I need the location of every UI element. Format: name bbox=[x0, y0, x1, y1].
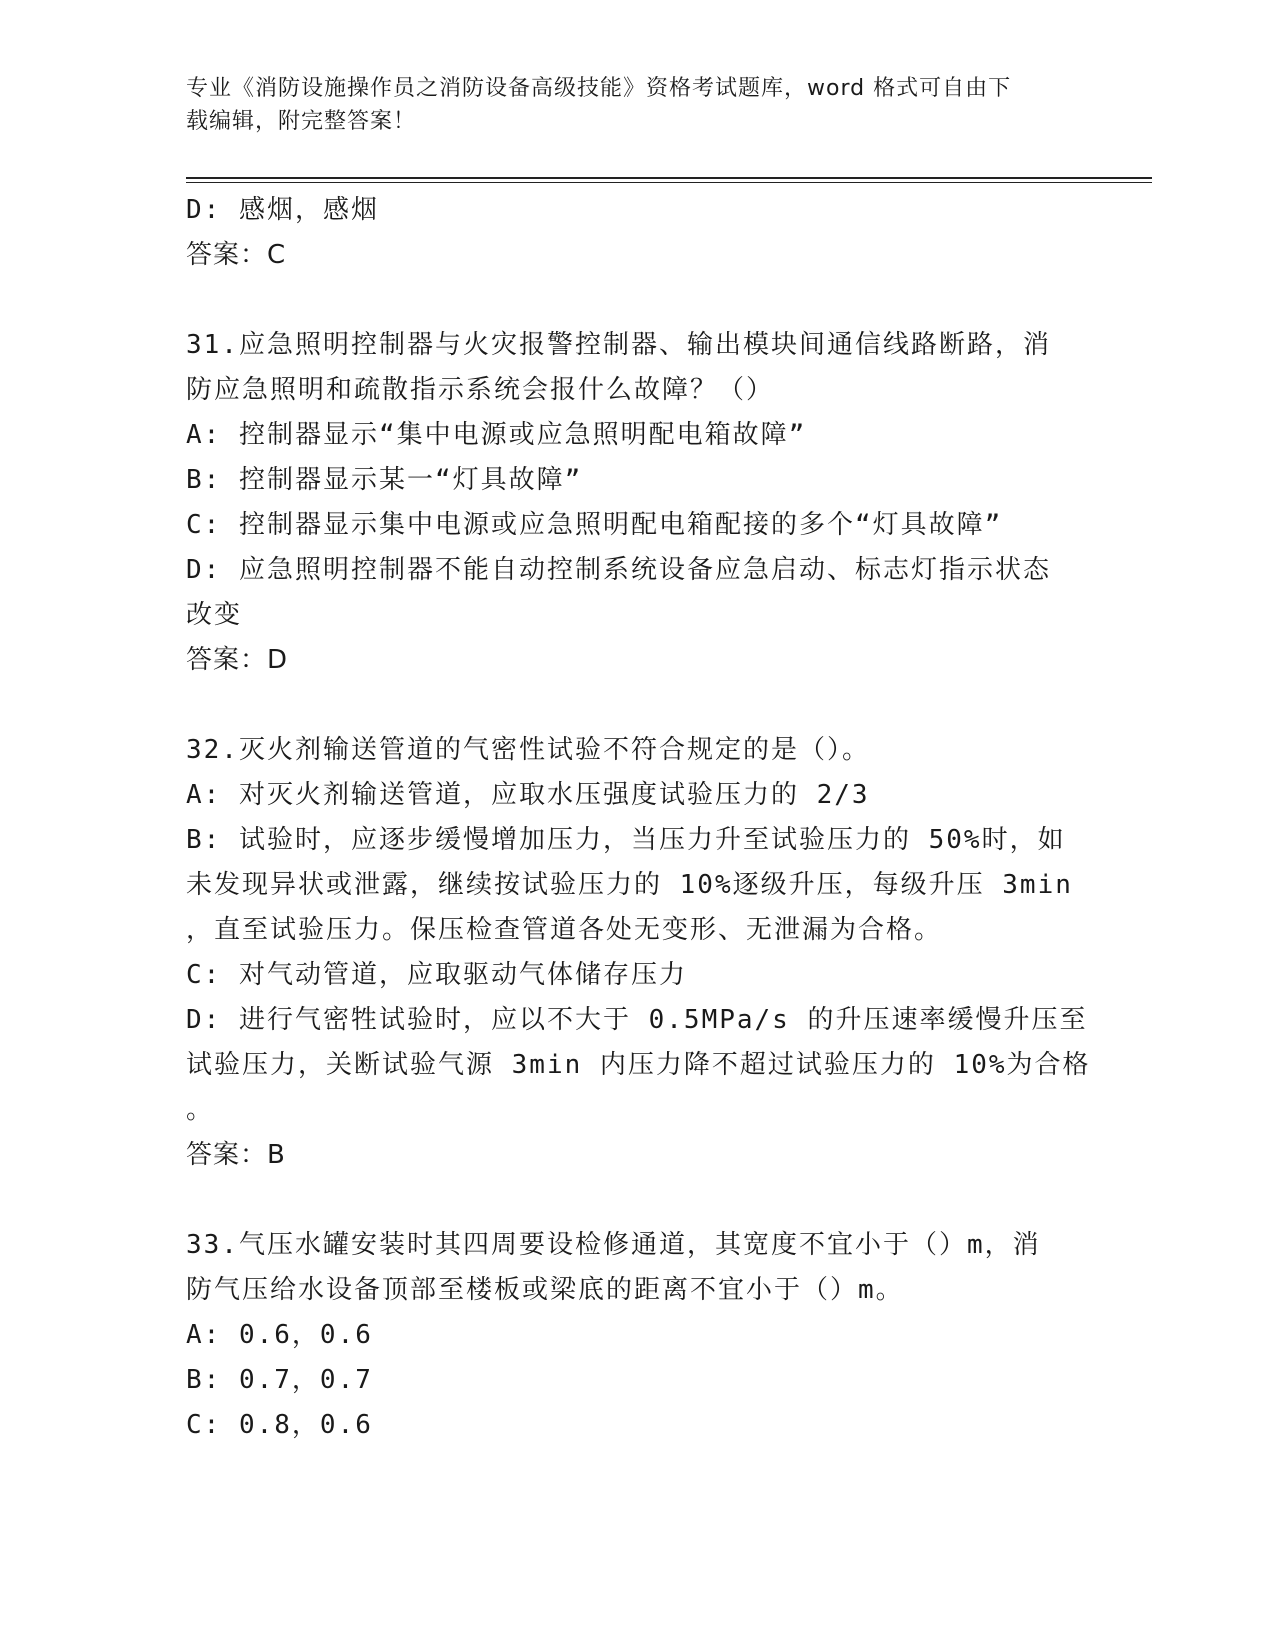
question-block-33 bbox=[186, 1223, 1076, 1448]
question-stem: 32.灭火剂输送管道的气密性试验不符合规定的是（）。 bbox=[186, 735, 870, 765]
option-d: 试验压力，关断试验气源 3min 内压力降不超过试验压力的 10%为合格 bbox=[186, 1050, 1091, 1080]
question-stem: 33.气压水罐安装时其四周要设检修通道，其宽度不宜小于（）m，消 bbox=[186, 1230, 1041, 1260]
option-c: C: 对气动管道，应取驱动气体储存压力 bbox=[186, 960, 687, 990]
option-b: B: 控制器显示某一“灯具故障” bbox=[186, 465, 583, 495]
question-block-previous bbox=[186, 188, 1076, 278]
option-b: B: 0.7，0.7 bbox=[186, 1365, 373, 1395]
header-divider-thick bbox=[186, 177, 1152, 179]
option-d: 。 bbox=[186, 1095, 215, 1125]
header-line-1: 专业《消防设施操作员之消防设备高级技能》资格考试题库，word 格式可自由下 bbox=[186, 76, 1012, 101]
option-d: 改变 bbox=[186, 600, 243, 630]
spacer bbox=[186, 1178, 1076, 1223]
answer-line: 答案：B bbox=[186, 1140, 286, 1170]
option-b: ，直至试验压力。保压检查管道各处无变形、无泄漏为合格。 bbox=[186, 915, 943, 945]
question-block-31 bbox=[186, 323, 1076, 683]
question-stem: 31.应急照明控制器与火灾报警控制器、输出模块间通信线路断路，消 bbox=[186, 330, 1051, 360]
question-block-32 bbox=[186, 728, 1091, 1178]
option-a: A: 0.6，0.6 bbox=[186, 1320, 373, 1350]
spacer bbox=[186, 683, 1076, 728]
option-b: B: 试验时，应逐步缓慢增加压力，当压力升至试验压力的 50%时，如 bbox=[186, 825, 1066, 855]
question-list bbox=[186, 188, 1091, 1448]
spacer bbox=[186, 278, 1076, 323]
option-b: 未发现异状或泄露，继续按试验压力的 10%逐级升压，每级升压 3min bbox=[186, 870, 1073, 900]
option-d: D: 进行气密牲试验时，应以不大于 0.5MPa/s 的升压速率缓慢升压至 bbox=[186, 1005, 1088, 1035]
option-a: A: 对灭火剂输送管道，应取水压强度试验压力的 2/3 bbox=[186, 780, 870, 810]
option-a: A: 控制器显示“集中电源或应急照明配电箱故障” bbox=[186, 420, 807, 450]
header-divider-thin bbox=[186, 182, 1152, 183]
question-stem: 防应急照明和疏散指示系统会报什么故障？（） bbox=[186, 375, 775, 405]
answer-line: 答案：D bbox=[186, 645, 289, 675]
header-line-2: 载编辑，附完整答案！ bbox=[186, 109, 417, 134]
option-c: C: 控制器显示集中电源或应急照明配电箱配接的多个“灯具故障” bbox=[186, 510, 1003, 540]
option-d: D: 感烟，感烟 bbox=[186, 195, 379, 225]
question-stem: 防气压给水设备顶部至楼板或梁底的距离不宜小于（）m。 bbox=[186, 1275, 904, 1305]
option-d: D: 应急照明控制器不能自动控制系统设备应急启动、标志灯指示状态 bbox=[186, 555, 1051, 585]
answer-line: 答案：C bbox=[186, 240, 287, 270]
document-header bbox=[186, 72, 1066, 138]
option-c: C: 0.8，0.6 bbox=[186, 1410, 373, 1440]
